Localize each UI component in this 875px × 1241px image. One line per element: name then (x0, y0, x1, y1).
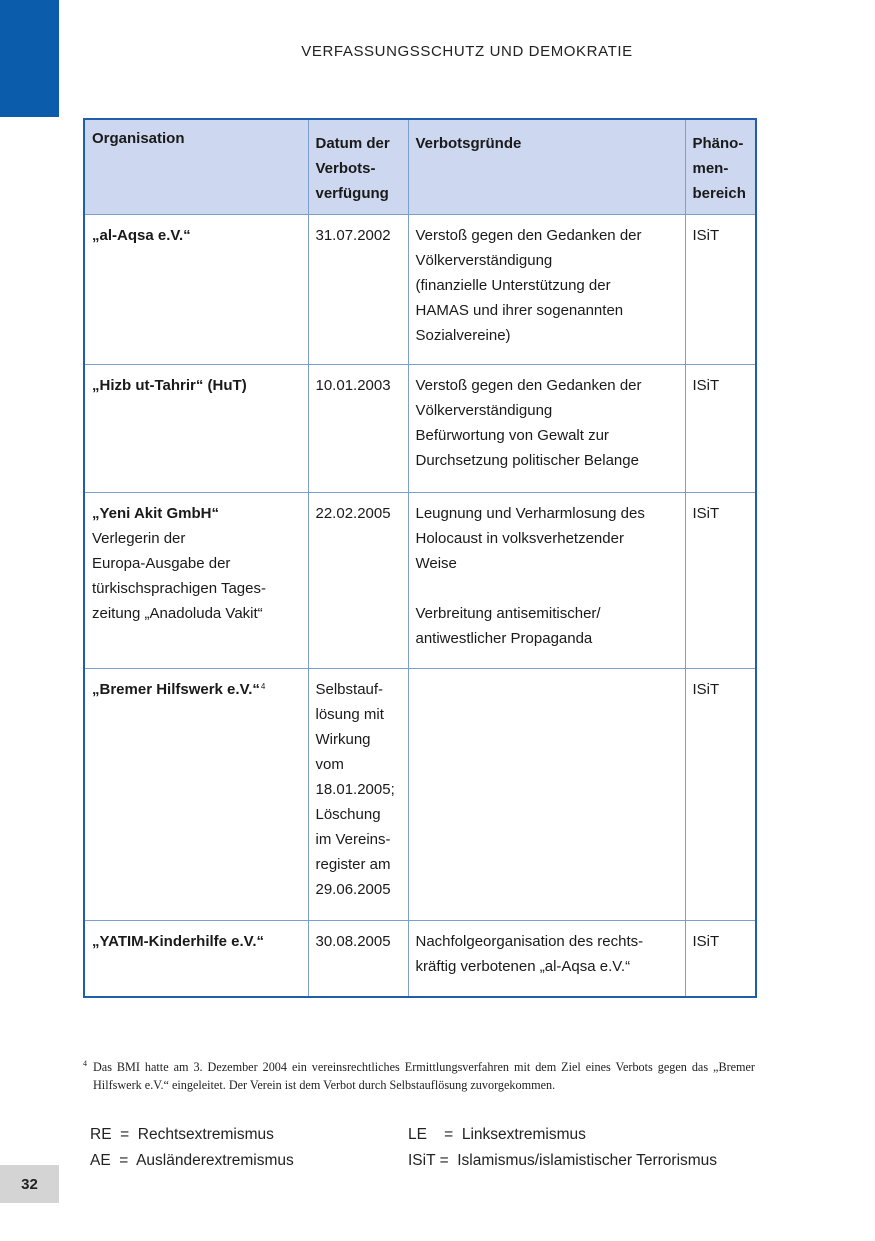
datum-line: Selbstauf- (315, 681, 384, 698)
table-row (84, 921, 756, 997)
verbotsgrund-line: Befürwortung von Gewalt zur (415, 427, 609, 444)
table-header-row (84, 119, 756, 215)
verbotsgrund-line: antiwestlicher Propaganda (415, 630, 593, 647)
verbotsgrund-line: Weise (415, 555, 457, 572)
organisation-name: „Bremer Hilfswerk e.V.“ (92, 681, 260, 698)
cell-datum (308, 669, 408, 921)
verbotsgrund-line: Völkerverständigung (415, 402, 553, 419)
datum-line: register am (315, 856, 391, 873)
verbotsgrund-line: Sozialvereine) (415, 327, 511, 344)
cell-verbotsgruende (408, 215, 685, 365)
verbotsgrund-line: Völkerverständigung (415, 252, 553, 269)
legend-entry-isit: ISiT = Islamismus/islamistischer Terrorismus (408, 1152, 718, 1169)
datum-line: 29.06.2005 (315, 881, 391, 898)
datum-line: 30.08.2005 (315, 933, 391, 950)
cell-datum (308, 493, 408, 669)
table-row (84, 669, 756, 921)
datum-line: 10.01.2003 (315, 377, 391, 394)
cell-datum (308, 921, 408, 997)
organisation-name: „YATIM-Kinderhilfe e.V.“ (92, 933, 264, 950)
verbotsgrund-line: Leugnung und Verharmlosung des (415, 505, 645, 522)
header-verbotsgruende: Verbotsgründe (408, 119, 685, 215)
cell-verbotsgruende (408, 493, 685, 669)
organisation-description-line: Europa-Ausgabe der (92, 555, 231, 572)
cell-phaenomenbereich: ISiT (685, 921, 756, 997)
organisation-name: „Hizb ut-Tahrir“ (HuT) (92, 377, 247, 394)
verbotsgrund-line: (finanzielle Unterstützung der (415, 277, 611, 294)
datum-line: 22.02.2005 (315, 505, 391, 522)
footnote-reference: 4 (260, 682, 266, 691)
organisation-name: „al-Aqsa e.V.“ (92, 227, 191, 244)
chapter-color-tab (0, 0, 59, 117)
organisation-description-line: türkischsprachigen Tages- (92, 580, 266, 597)
datum-line: im Vereins- (315, 831, 391, 848)
table-body (84, 215, 756, 997)
legend-entry-ae: AE = Ausländerextremismus (90, 1152, 294, 1169)
verbotsgrund-line: Verstoß gegen den Gedanken der (415, 377, 642, 394)
table-row (84, 365, 756, 493)
page-number: 32 (0, 1165, 59, 1203)
running-header: VERFASSUNGSSCHUTZ UND DEMOKRATIE (301, 43, 633, 60)
verbotsgrund-line: Nachfolgeorganisation des rechts- (415, 933, 644, 950)
footnote-mark: 4 (83, 1059, 87, 1068)
cell-organisation (84, 921, 308, 997)
verbotsgrund-line: Verstoß gegen den Gedanken der (415, 227, 642, 244)
cell-organisation (84, 365, 308, 493)
datum-line: lösung mit (315, 706, 384, 723)
footnote-text: Das BMI hatte am 3. Dezember 2004 ein vereinsrechtliches Ermittlungsverfahren mit dem Ziel eines Verbots gegen das „Bremer Hilfswerk e.V.“ eingeleitet. Der Verein ist dem Verbot durch Selbstauflösung zuvorgekommen. (93, 1060, 755, 1092)
footnote (83, 1058, 755, 1094)
cell-verbotsgruende (408, 669, 685, 921)
cell-organisation (84, 493, 308, 669)
abbreviation-legend-left (90, 1122, 294, 1174)
organisation-description-line: zeitung „Anadoluda Vakit“ (92, 605, 263, 622)
blank-line (416, 576, 678, 601)
cell-organisation (84, 669, 308, 921)
table-row (84, 215, 756, 365)
cell-phaenomenbereich: ISiT (685, 493, 756, 669)
header-phaenomenbereich: Phäno- men- bereich (685, 119, 756, 215)
cell-phaenomenbereich: ISiT (685, 215, 756, 365)
verbotsgrund-line: Durchsetzung politischer Belange (415, 452, 639, 469)
table-row (84, 493, 756, 669)
datum-line: Löschung (315, 806, 381, 823)
verbotsgrund-line: Holocaust in volksverhetzender (415, 530, 624, 547)
organisation-description-line: Verlegerin der (92, 530, 186, 547)
datum-line: 18.01.2005; (315, 781, 395, 798)
verbotsgrund-line: Verbreitung antisemitischer/ (415, 605, 601, 622)
datum-line: Wirkung (315, 731, 371, 748)
cell-phaenomenbereich: ISiT (685, 669, 756, 921)
cell-verbotsgruende (408, 365, 685, 493)
cell-organisation (84, 215, 308, 365)
legend-entry-le: LE = Linksextremismus (408, 1126, 586, 1143)
verbotsgrund-line: kräftig verbotenen „al-Aqsa e.V.“ (415, 958, 631, 975)
cell-phaenomenbereich: ISiT (685, 365, 756, 493)
abbreviation-legend-right (408, 1122, 717, 1174)
cell-datum (308, 215, 408, 365)
verbotsgrund-line: HAMAS und ihrer sogenannten (415, 302, 624, 319)
ban-orders-table (83, 118, 757, 998)
organisation-name: „Yeni Akit GmbH“ (92, 505, 219, 522)
datum-line: vom (315, 756, 344, 773)
legend-entry-re: RE = Rechtsextremismus (90, 1126, 274, 1143)
datum-line: 31.07.2002 (315, 227, 391, 244)
header-organisation: Organisation (84, 119, 308, 215)
cell-datum (308, 365, 408, 493)
header-datum: Datum der Verbots- verfügung (308, 119, 408, 215)
cell-verbotsgruende (408, 921, 685, 997)
